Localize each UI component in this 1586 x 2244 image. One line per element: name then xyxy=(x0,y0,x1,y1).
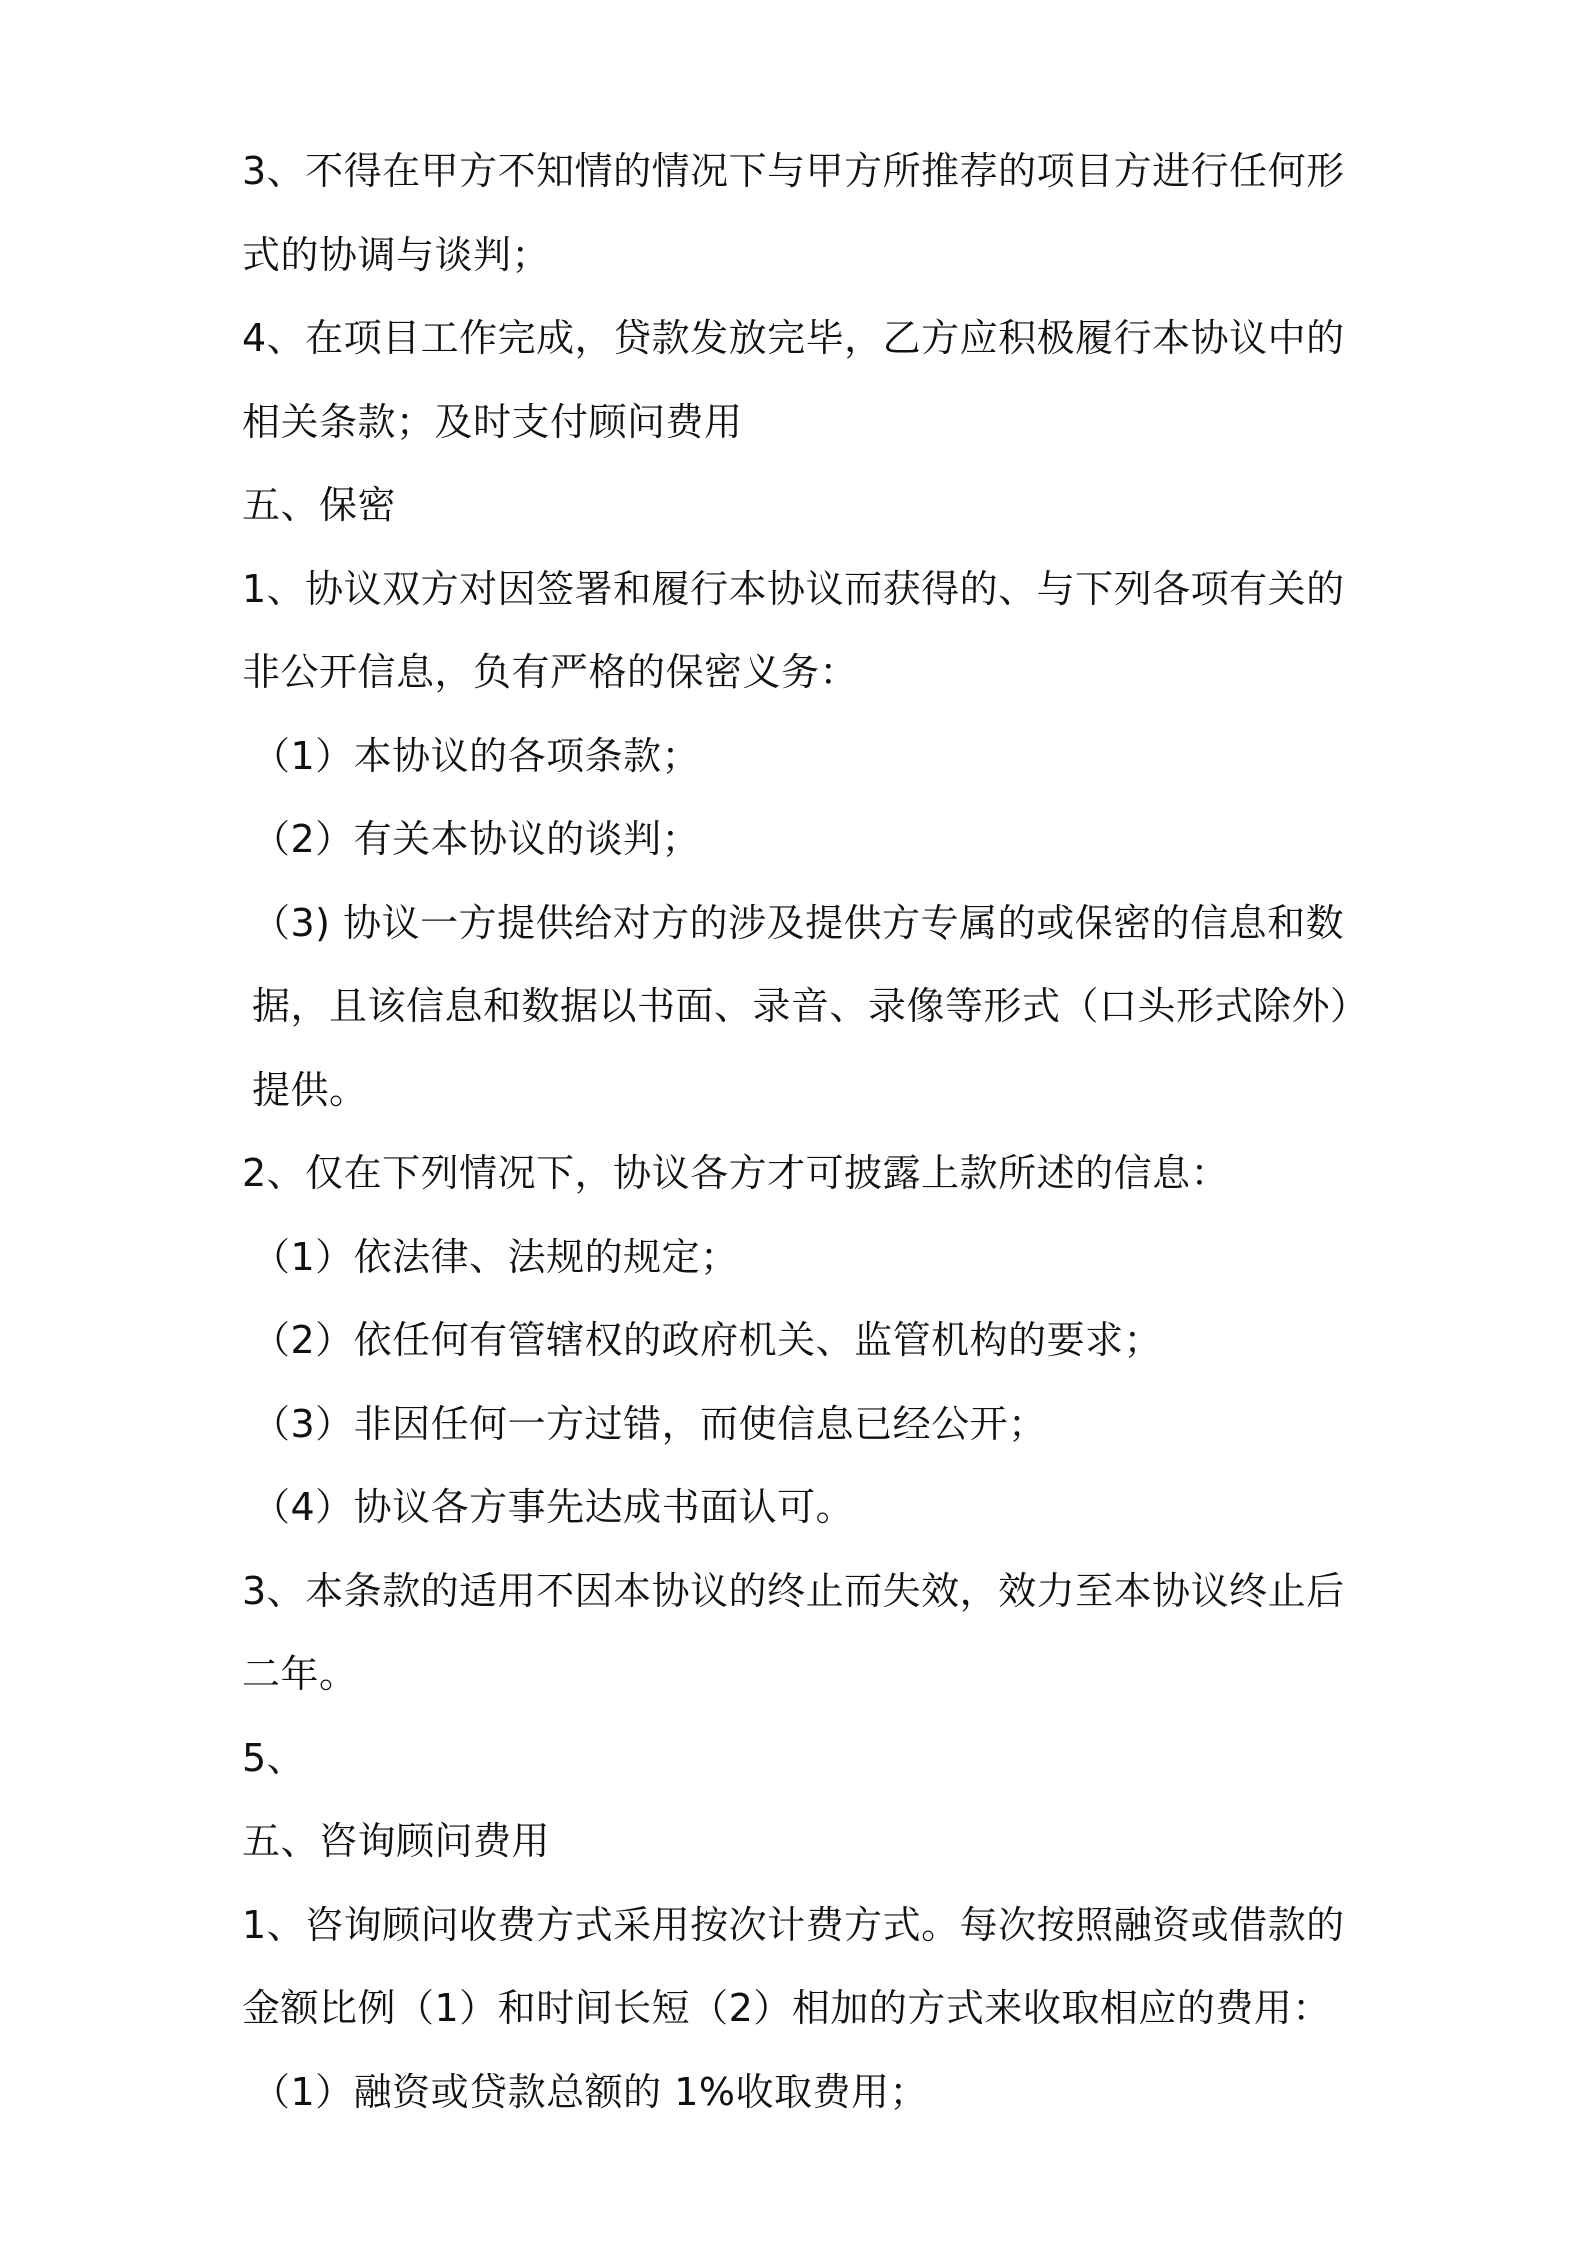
document-body xyxy=(242,130,1352,2134)
disclosure-item-3: （3）非因任何一方过错，而使信息已经公开； xyxy=(252,1401,1047,1446)
section-heading-consulting-fees: 五、咨询顾问费用 xyxy=(242,1819,551,1863)
clause-3-no-private-negotiation: 3、不得在甲方不知情的情况下与甲方所推荐的项目方进行任何形式的协调与谈判； xyxy=(242,149,1345,277)
confidentiality-item-2: （2）有关本协议的谈判； xyxy=(252,817,701,861)
confidentiality-clause-3: 3、本条款的适用不因本协议的终止而失效，效力至本协议终止后二年。 xyxy=(242,1568,1345,1696)
confidentiality-item-1: （1）本协议的各项条款； xyxy=(252,733,701,778)
clause-4-pay-fees: 4、在项目工作完成，贷款发放完毕，乙方应积极履行本协议中的相关条款；及时支付顾问费用 xyxy=(242,316,1345,444)
section-heading-confidentiality: 五、保密 xyxy=(242,483,397,527)
fees-clause-1: 1、咨询顾问收费方式采用按次计费方式。每次按照融资或借款的金额比例（1）和时间长短（2）相加的方式来收取相应的费用： xyxy=(242,1902,1345,2030)
disclosure-item-1: （1）依法律、法规的规定； xyxy=(252,1234,739,1279)
confidentiality-clause-2: 2、仅在下列情况下，协议各方才可披露上款所述的信息： xyxy=(242,1151,1230,1195)
confidentiality-clause-1: 1、协议双方对因签署和履行本协议而获得的、与下列各项有关的非公开信息，负有严格的保密义务： xyxy=(242,566,1345,694)
disclosure-item-4: （4）协议各方事先达成书面认可。 xyxy=(252,1485,855,1529)
fees-item-1: （1）融资或贷款总额的 1%收取费用； xyxy=(252,2069,929,2114)
confidentiality-item-3: （3) 协议一方提供给对方的涉及提供方专属的或保密的信息和数据，且该信息和数据以书面、录音、录像等形式（口头形式除外）提供。 xyxy=(252,900,1350,1112)
clause-5-empty: 5、 xyxy=(242,1735,306,1780)
disclosure-item-2: （2）依任何有管辖权的政府机关、监管机构的要求； xyxy=(252,1318,1163,1362)
